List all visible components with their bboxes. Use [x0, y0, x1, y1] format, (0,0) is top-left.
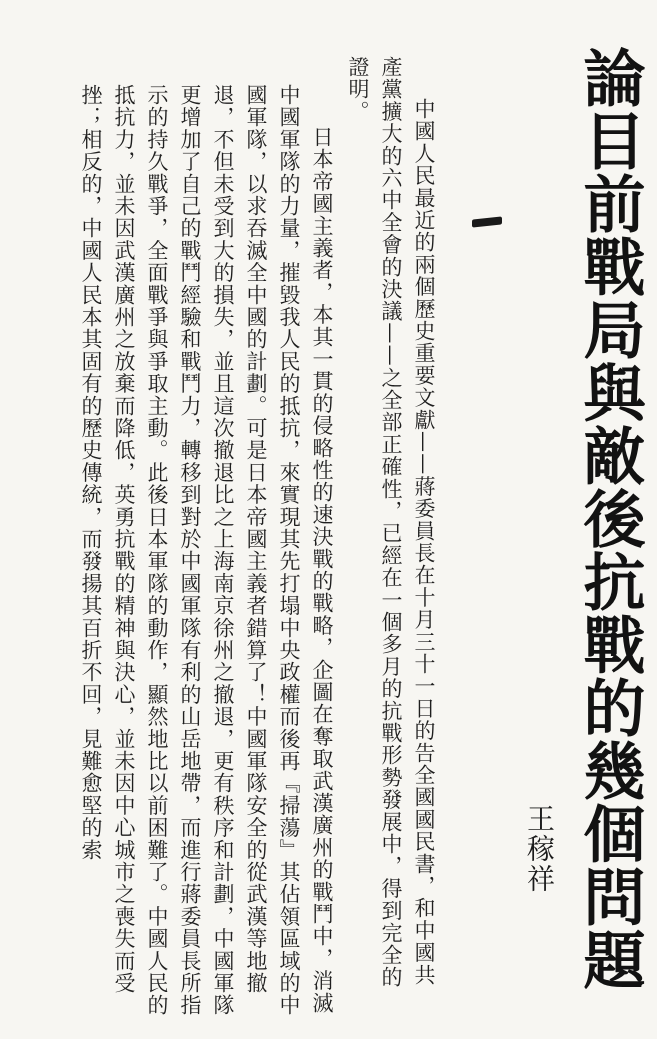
article-title: 論目前戰局與敵後抗戰的幾個問題 [573, 46, 646, 991]
author-name: 王稼祥 [523, 804, 556, 894]
paragraph-1: 中國人民最近的兩個歷史重要文獻——蔣委員長在十月三十一日的告全國國民書，和中國共產黨擴大的六中全會的決議——之全部正確性，已經在一個多月的抗戰形勢發展中，得到完全的證明。 [346, 56, 436, 989]
section-number-one [472, 216, 502, 227]
paragraph-2: 日本帝國主義者，本其一貫的侵略性的速決戰的戰略，企圖在奪取武漢廣州的戰鬥中，消滅中國軍隊的力量，摧毀我人民的抵抗，來實現其先打塌中央政權而後再『掃蕩』其佔領區域的中國軍隊，以求吞滅全中國的計劃。可是日本帝國主義者錯算了！中國軍隊安全的從武漢等地撤退，不但未受到大的損失，並且這次撤退比之上海南京徐州之撤退，更有秩序和計劃，中國軍隊更增加了自己的戰鬥經驗和戰鬥力，轉移到對於中國軍隊有利的山岳地帶，而進行蔣委員長所指示的持久戰爭，全面戰爭與爭取主動。此後日本軍隊的動作，顯然地比以前困難了。中國人民的抵抗力，並未因武漢廣州之放棄而降低，英勇抗戰的精神與決心，並未因中心城市之喪失而受挫；相反的，中國人民本其固有的歷史傳統，而發揚其百折不回，見難愈堅的索 [79, 84, 334, 1017]
